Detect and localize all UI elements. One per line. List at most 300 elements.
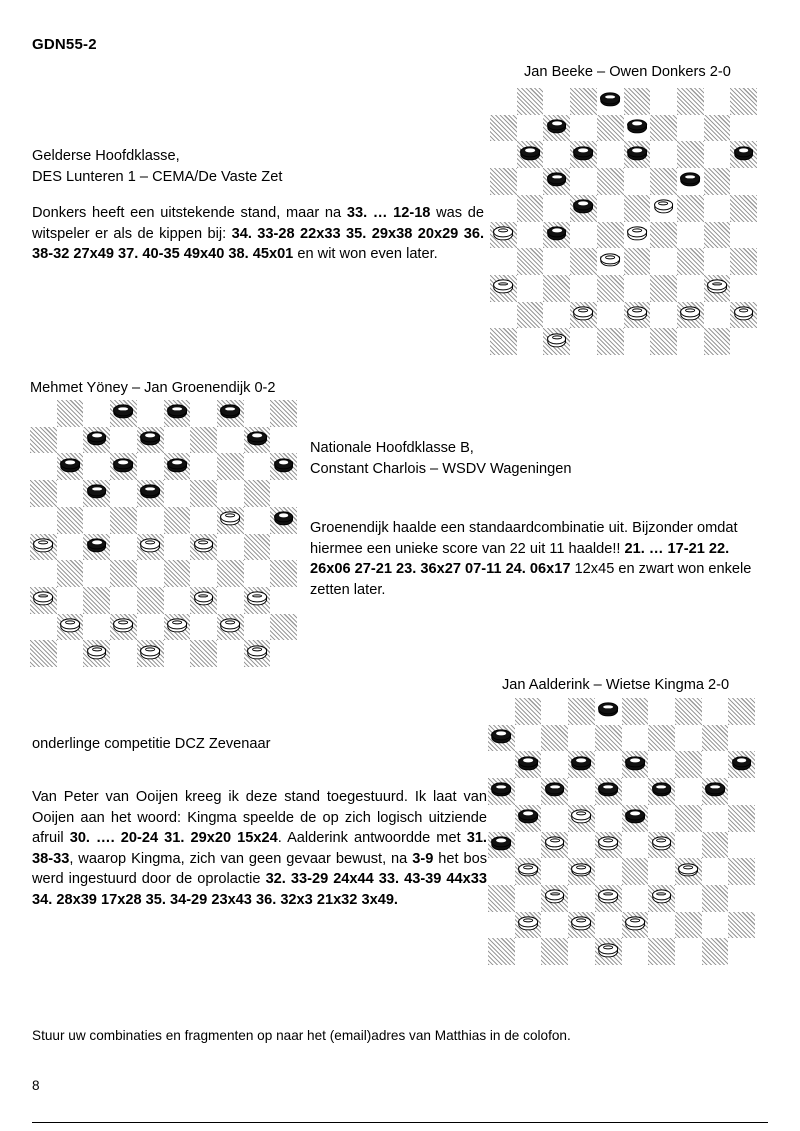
board-square [515,805,542,832]
board-square [515,938,542,965]
board-square [650,328,677,355]
board-square [570,222,597,249]
page-number: 8 [32,1078,40,1093]
board-square [624,275,651,302]
board-square [570,302,597,329]
board-square [30,614,57,641]
board-square [622,751,649,778]
white-piece [140,538,160,555]
board-square [270,587,297,614]
black-piece [547,226,567,243]
board-square [244,480,271,507]
board-square [570,168,597,195]
board-square [730,222,757,249]
board-square [164,427,191,454]
black-piece [114,405,134,422]
board-square [83,560,110,587]
board-square [543,195,570,222]
board-square [137,453,164,480]
board-square [730,195,757,222]
competition-line-1: Gelderse Hoofdklasse, [32,148,180,164]
board-square [704,168,731,195]
board-square [490,115,517,142]
board-square [702,805,729,832]
black-piece [652,783,672,800]
board-square [702,725,729,752]
board-square [490,195,517,222]
board-square [597,195,624,222]
board-square [704,328,731,355]
board-square [570,141,597,168]
black-piece [220,405,240,422]
board-square [595,725,622,752]
board-square [543,302,570,329]
board-square [57,534,84,561]
white-piece [493,226,513,243]
board-square [622,805,649,832]
black-piece [167,405,187,422]
board-square [244,427,271,454]
board-square [490,302,517,329]
board-square [217,453,244,480]
black-piece [518,810,538,827]
black-piece [518,756,538,773]
board-square [517,141,544,168]
board-square [270,453,297,480]
board-square [677,168,704,195]
board-square [517,248,544,275]
competition-yoney-groenendijk [310,438,730,479]
board-square [622,698,649,725]
board-square [30,534,57,561]
board-square [83,640,110,667]
board-square [675,725,702,752]
board-square [677,195,704,222]
board-square [244,534,271,561]
board-square [570,328,597,355]
board-square [675,912,702,939]
board-square [728,805,755,832]
black-piece [627,146,647,163]
board-square [595,938,622,965]
board-square [704,248,731,275]
board-square [137,614,164,641]
board-square [110,614,137,641]
black-piece [140,431,160,448]
board-square [728,912,755,939]
board-square [110,427,137,454]
board-square [650,222,677,249]
board-square [648,938,675,965]
commentary-yoney-groenendijk: Groenendijk haalde een standaardcombinatie uit. Bijzonder omdat hiermee een unieke score van 22 uit 11 haalde!! 21. … 17-21 22. 26x06 27-21 23. 36x27 07-11 24. 06x17 12x45 en zwart won enkele zetten later. [310,520,752,598]
board-square [244,614,271,641]
white-piece [220,512,240,529]
draughts-board-beeke-donkers [490,88,757,355]
board-square [217,427,244,454]
board-square [622,912,649,939]
black-piece [627,119,647,136]
black-piece [547,173,567,190]
board-square [648,698,675,725]
board-square [543,248,570,275]
board-square [488,698,515,725]
board-square [568,805,595,832]
board-square [164,534,191,561]
board-square [595,751,622,778]
white-piece [572,863,592,880]
board-title-yoney-groenendijk: Mehmet Yöney – Jan Groenendijk 0-2 [30,380,276,396]
board-square [597,168,624,195]
board-square [728,832,755,859]
white-piece [572,916,592,933]
white-piece [493,280,513,297]
board-square [624,328,651,355]
board-square [488,938,515,965]
black-piece [625,756,645,773]
board-square [270,560,297,587]
board-square [728,938,755,965]
board-square [217,507,244,534]
board-square [675,832,702,859]
board-square [568,858,595,885]
board-square [570,275,597,302]
board-square [517,88,544,115]
board-square [57,453,84,480]
board-square [570,115,597,142]
board-square [488,725,515,752]
board-square [728,858,755,885]
board-square [217,560,244,587]
board-square [57,427,84,454]
board-square [190,427,217,454]
board-square [30,560,57,587]
board-square [217,614,244,641]
board-square [595,698,622,725]
black-piece [491,836,511,853]
board-square [728,725,755,752]
board-square [677,88,704,115]
board-square [728,778,755,805]
board-square [702,912,729,939]
board-square [515,725,542,752]
board-square [137,640,164,667]
board-square [541,751,568,778]
board-square [83,507,110,534]
board-square [624,248,651,275]
board-square [568,698,595,725]
white-piece [654,200,674,217]
board-square [541,805,568,832]
black-piece [60,458,80,475]
board-square [730,115,757,142]
board-square [595,885,622,912]
black-piece [572,756,592,773]
board-square [702,778,729,805]
footer-rule [32,1122,768,1123]
board-square [702,832,729,859]
board-square [597,141,624,168]
white-piece [60,618,80,635]
board-square [543,115,570,142]
white-piece [627,226,647,243]
board-square [595,805,622,832]
board-square [57,400,84,427]
board-square [597,275,624,302]
white-piece [247,592,267,609]
board-square [730,141,757,168]
board-square [622,832,649,859]
black-piece [598,703,618,720]
board-square [515,778,542,805]
board-square [244,640,271,667]
board-square [677,222,704,249]
board-square [217,587,244,614]
board-square [110,534,137,561]
board-square [83,453,110,480]
board-square [490,222,517,249]
board-square [597,328,624,355]
board-square [164,614,191,641]
board-square [702,698,729,725]
competition-beeke-donkers [32,146,332,187]
board-square [728,885,755,912]
board-square [57,614,84,641]
board-square [730,248,757,275]
board-square [57,480,84,507]
board-square [488,832,515,859]
board-square [624,141,651,168]
board-square [110,453,137,480]
board-square [622,778,649,805]
board-square [57,507,84,534]
black-piece [547,119,567,136]
board-square [541,912,568,939]
black-piece [705,783,725,800]
board-square [650,275,677,302]
black-piece [87,431,107,448]
board-square [137,480,164,507]
black-piece [87,485,107,502]
board-square [137,587,164,614]
board-square [675,751,702,778]
board-square [490,275,517,302]
board-square [704,222,731,249]
board-square [83,587,110,614]
black-piece [545,783,565,800]
board-square [30,640,57,667]
white-piece [598,836,618,853]
white-piece [194,592,214,609]
white-piece [707,280,727,297]
board-square [515,832,542,859]
board-square [704,115,731,142]
board-square [650,141,677,168]
board-square [83,534,110,561]
board-square [244,453,271,480]
board-square [515,858,542,885]
white-piece [194,538,214,555]
board-square [488,805,515,832]
document-header: GDN55-2 [32,36,97,53]
board-square [595,858,622,885]
board-square [490,248,517,275]
black-piece [600,93,620,110]
board-square [624,222,651,249]
board-square [677,275,704,302]
board-square [543,275,570,302]
board-square [515,698,542,725]
white-piece [140,645,160,662]
board-square [622,885,649,912]
board-square [110,560,137,587]
board-square [650,115,677,142]
board-square [595,912,622,939]
board-square [164,480,191,507]
board-square [490,141,517,168]
board-square [702,751,729,778]
board-square [137,507,164,534]
white-piece [33,592,53,609]
black-piece [734,146,754,163]
board-square [57,587,84,614]
board-square [110,480,137,507]
board-square [488,912,515,939]
board-square [515,751,542,778]
board-square [30,427,57,454]
board-square [244,587,271,614]
white-piece [678,863,698,880]
board-square [164,453,191,480]
board-square [488,751,515,778]
board-square [624,88,651,115]
black-piece [598,783,618,800]
board-square [137,560,164,587]
board-square [137,427,164,454]
footer-note: Stuur uw combinaties en fragmenten op naar het (email)adres van Matthias in de colofon. [32,1028,571,1043]
board-square [515,885,542,912]
board-square [164,507,191,534]
board-square [164,587,191,614]
board-square [110,507,137,534]
board-square [648,912,675,939]
board-square [730,302,757,329]
board-square [190,640,217,667]
board-square [30,480,57,507]
board-square [270,427,297,454]
board-square [110,640,137,667]
black-piece [520,146,540,163]
board-square [675,805,702,832]
board-square [704,302,731,329]
board-square [624,302,651,329]
board-square [110,587,137,614]
white-piece [598,890,618,907]
board-square [270,614,297,641]
black-piece [140,485,160,502]
board-square [541,778,568,805]
draughts-board-yoney-groenendijk [30,400,297,667]
board-square [597,302,624,329]
board-square [570,88,597,115]
black-piece [114,458,134,475]
board-square [650,248,677,275]
board-square [190,480,217,507]
board-square [597,88,624,115]
board-square [270,640,297,667]
black-piece [274,512,294,529]
board-square [541,698,568,725]
board-square [137,400,164,427]
board-square [488,858,515,885]
board-square [543,168,570,195]
commentary-aalderink-kingma: Van Peter van Ooijen kreeg ik deze stand toegestuurd. Ik laat van Ooijen aan het woord: Kingma speelde de op zich logisch uitziende afruil 30. …. 20-24 31. 29x20 15x24. Aalderink antwoordde met 31. 38-33, waarop Kingma, zich van geen gevaar bewust, na 3-9 het bos werd ingestuurd door de oprolactie 32. 33-29 24x44 33. 43-39 44x33 34. 28x39 17x28 35. 34-29 23x43 36. 32x3 21x32 3x49. [32,789,487,908]
board-square [490,168,517,195]
competition-line-2: Constant Charlois – WSDV Wageningen [310,460,572,477]
board-square [190,560,217,587]
board-square [702,938,729,965]
board-square [543,88,570,115]
board-square [704,141,731,168]
board-square [648,751,675,778]
board-square [677,302,704,329]
board-square [650,302,677,329]
board-square [675,858,702,885]
board-square [648,832,675,859]
white-piece [518,863,538,880]
board-square [270,400,297,427]
board-square [190,507,217,534]
board-square [57,560,84,587]
board-square [728,698,755,725]
board-square [677,248,704,275]
white-piece [680,306,700,323]
white-piece [734,306,754,323]
board-square [83,427,110,454]
board-square [543,141,570,168]
board-square [597,115,624,142]
board-square [57,640,84,667]
board-square [595,832,622,859]
board-square [190,587,217,614]
board-square [568,938,595,965]
competition-aalderink-kingma [32,734,462,755]
board-square [217,534,244,561]
board-square [675,885,702,912]
board-square [677,115,704,142]
board-square [702,885,729,912]
board-square [244,400,271,427]
board-square [624,168,651,195]
board-square [730,328,757,355]
board-square [517,222,544,249]
board-square [622,938,649,965]
board-title-aalderink-kingma: Jan Aalderink – Wietse Kingma 2-0 [502,677,730,693]
board-square [270,507,297,534]
white-piece [114,618,134,635]
white-piece [247,645,267,662]
board-square [543,328,570,355]
board-square [570,248,597,275]
board-square [595,778,622,805]
board-square [217,480,244,507]
board-square [488,885,515,912]
board-square [730,275,757,302]
board-square [568,885,595,912]
board-square [541,858,568,885]
board-square [164,560,191,587]
white-piece [167,618,187,635]
draughts-board-aalderink-kingma [488,698,755,965]
